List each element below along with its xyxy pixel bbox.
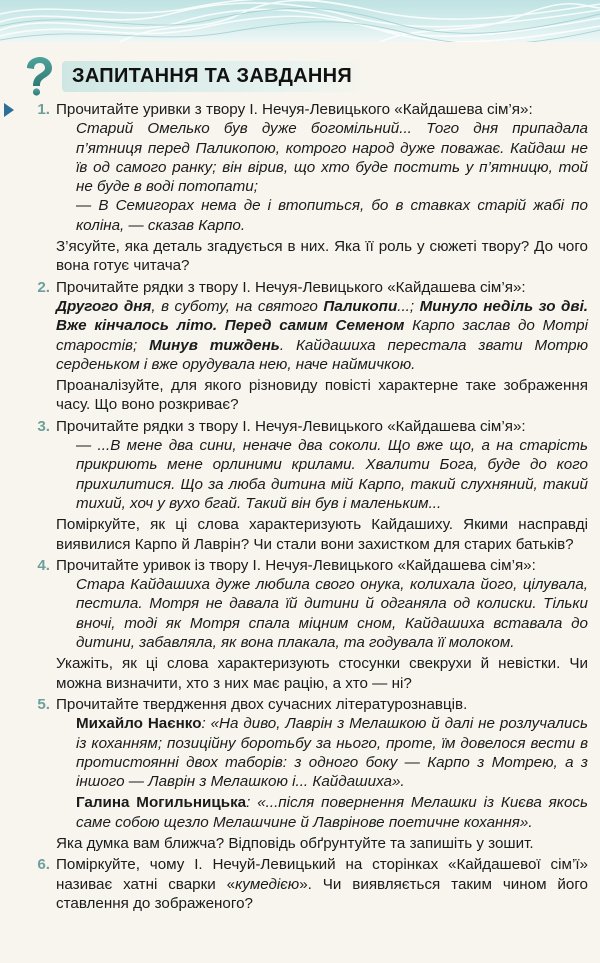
arrow-marker-icon	[4, 103, 14, 117]
emphasis: Другого дня	[56, 297, 152, 315]
task-text: Поміркуйте, чому І. Нечуй-Левицький на сторінках «Кайдашевої сім’ї» називає хатні сварки	[56, 856, 588, 893]
emphasis: кумедією	[235, 875, 300, 893]
task-question: Яка думка вам ближча? Відповідь обґрунтуйте та запишіть у зошит.	[56, 834, 534, 852]
section-header	[18, 56, 368, 96]
task-text: ». Чи виявляється таким чином його ставлення до зображеного?	[56, 875, 588, 912]
task-5	[37, 695, 588, 853]
tasks-list	[37, 100, 589, 915]
emphasis: Минув тиждень	[149, 336, 280, 354]
task-intro: Прочитайте рядки з твору І. Нечуя-Левицького «Кайдашева сім’я»:	[56, 278, 526, 296]
quote-text: Старий Омелько був дуже богомільний... Того дня припадала п’ятниця перед Паликопою, котрого народ дуже поважає. Кайдаш не їв од самого ранку; він вірив, що хто буде постить у п’ятницю, той не буде в воді потопати;	[76, 120, 588, 196]
task-question: Проаналізуйте, для якого різновиду повісті характерне таке зображення часу. Що воно розкриває?	[56, 377, 588, 414]
critic-quote	[56, 793, 588, 832]
task-intro: Прочитайте уривки з твору І. Нечуя-Левицького «Кайдашева сім’я»:	[56, 101, 533, 118]
decorative-top-band	[0, 0, 600, 42]
task-intro: Прочитайте рядки з твору І. Нечуя-Левицького «Кайдашева сім’я»:	[56, 417, 526, 435]
critic-text: : «...після повернення Мелашки із Києва якось саме собою щезло Мелашчине й Лаврінове поетичне кохання».	[76, 794, 588, 831]
emphasis: Минуло неділь зо дві. Вже кінчалось літо. Перед самим Семеном	[56, 297, 589, 335]
quote-fragment: ...;	[397, 297, 420, 315]
task-number: 6.	[37, 856, 50, 874]
task-1	[37, 100, 588, 276]
task-question: Укажіть, як ці слова характеризують стосунки свекрухи й невістки. Чи можна визначити, хто з них має рацію, а хто — ні?	[56, 655, 588, 692]
emphasis: Паликопи	[323, 297, 398, 315]
task-intro: Прочитайте уривок із твору І. Нечуя-Левицького «Кайдашева сім’я»:	[56, 556, 536, 574]
critic-name: Галина Могильницька	[76, 794, 247, 812]
task-6	[37, 855, 588, 913]
task-number: 5.	[37, 695, 50, 713]
quote-block	[56, 119, 588, 235]
task-3	[37, 417, 588, 554]
task-question: Поміркуйте, як ці слова характеризують Кайдашиху. Якими насправді виявилися Карпо й Лаврін? Чи стали вони захистком для старих батьків?	[56, 516, 588, 553]
task-number: 4.	[37, 556, 50, 574]
page-title: ЗАПИТАННЯ ТА ЗАВДАННЯ	[62, 61, 368, 92]
quote-text: — В Семигорах нема де і втопиться, бо в ставках старій жабі по коліна, — сказав Карпо.	[76, 197, 588, 234]
quote-block	[56, 436, 588, 513]
task-question: З’ясуйте, яка деталь згадується в них. Яка її роль у сюжеті твору? До чого вона готує читача?	[56, 238, 588, 275]
quote-fragment: Карпо заслав до Мотрі старостів;	[56, 317, 588, 354]
task-intro: Прочитайте твердження двох сучасних літературознавців.	[56, 695, 468, 713]
quote-text: — ...В мене два сини, неначе два соколи. Що вже що, а на старість прикриють мене орлиними крилами. Хвалити Бога, буде до кого прихилитися. Що за люба дитина мій Карпо, такий слухняний, такий тихий, хоч у вухо бгай. Такий він був і маленьким...	[76, 437, 588, 512]
quote-open: «	[226, 875, 236, 893]
task-2	[37, 278, 589, 415]
task-number: 2.	[37, 278, 50, 296]
task-4	[37, 556, 588, 693]
task-number: 3.	[37, 417, 50, 435]
decorative-wave-pattern	[0, 0, 600, 42]
task-number: 1.	[37, 101, 50, 118]
quote-fragment: . Кайдашиха перестала звати Мотрю серденьком і вже орудувала нею, наче наймичкою.	[56, 336, 588, 373]
question-mark-icon	[18, 56, 56, 96]
task-question	[56, 855, 588, 913]
quote-fragment: , в суботу, на святого	[151, 297, 324, 315]
quote-text	[56, 297, 588, 374]
critic-name: Михайло Наєнко	[76, 715, 202, 733]
quote-text: Стара Кайдашиха дуже любила свого онука, колихала його, цілувала, пестила. Мотря не давала їй дитини й одганяла од колиски. Тільки вночі, тоді як Мотря спала міцним сном, Кайдашиха вставала до дитини, забавляла, як вона плакала, та годувала її молоком.	[76, 576, 588, 652]
critic-quote	[56, 714, 588, 791]
critic-text: : «На диво, Лаврін з Мелашкою й далі не розлучались із коханням; позиційну боротьбу за нього, проте, їм довелося вести в протистоянні двох таборів: з одного боку — Карпо з Мотрею, а з іншого — Лаврін з Мелашкою і... Кайдашиха».	[76, 715, 588, 791]
quote-block	[56, 575, 588, 652]
